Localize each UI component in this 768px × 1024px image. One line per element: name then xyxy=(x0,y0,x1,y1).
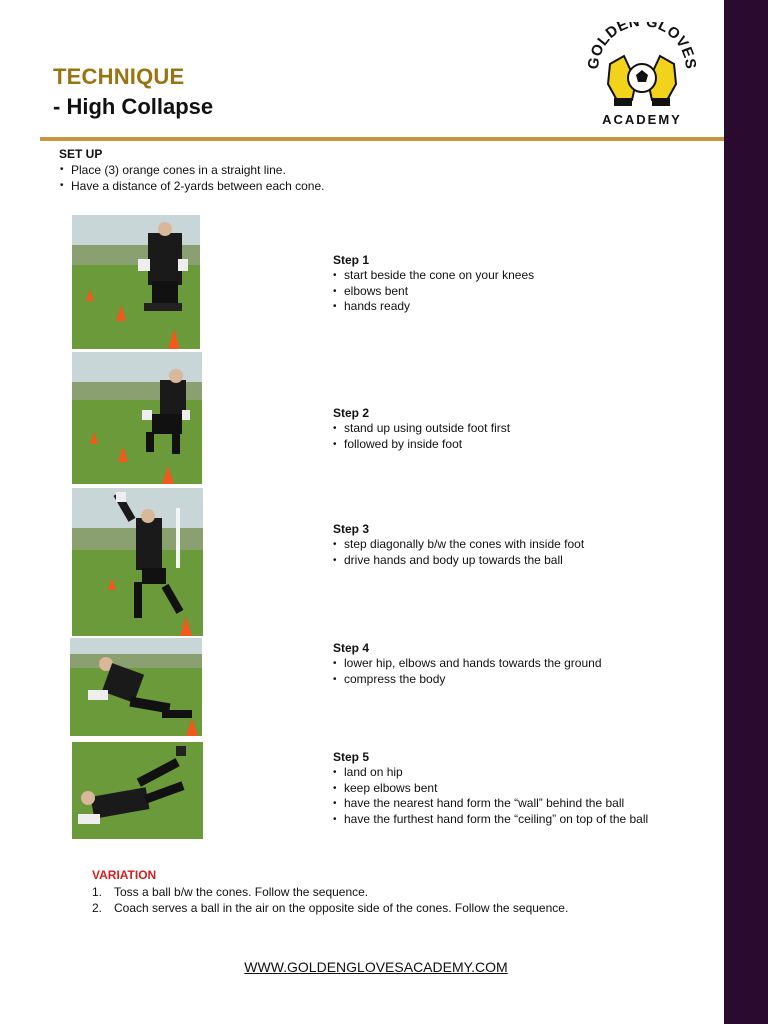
variation-text: Toss a ball b/w the cones. Follow the sequence. xyxy=(114,885,369,899)
variation-number: 1. xyxy=(92,885,103,899)
variation-list xyxy=(92,884,568,916)
step-item: • have the nearest hand form the “wall” behind the ball xyxy=(333,796,648,812)
step-3-photo xyxy=(72,488,203,636)
step-title: Step 5 xyxy=(333,750,370,764)
step-item: • step diagonally b/w the cones with inside foot xyxy=(333,537,584,553)
step-title: Step 1 xyxy=(333,253,370,267)
step-item: • drive hands and body up towards the ball xyxy=(333,553,584,569)
setup-list xyxy=(59,162,325,194)
variation-number: 2. xyxy=(92,901,103,915)
step-title: Step 3 xyxy=(333,522,370,536)
step-item: • compress the body xyxy=(333,672,602,688)
step-1-photo xyxy=(72,215,200,349)
page-subtitle: - High Collapse xyxy=(53,94,214,119)
step-4-photo xyxy=(70,638,202,736)
variation-item xyxy=(92,900,568,916)
website-link[interactable]: WWW.GOLDENGLOVESACADEMY.COM xyxy=(244,959,508,975)
step-4 xyxy=(333,640,602,687)
page-title: TECHNIQUE xyxy=(53,64,185,89)
setup-item: • Have a distance of 2-yards between each cone. xyxy=(59,178,325,194)
header-rule xyxy=(40,137,724,141)
step-item: • hands ready xyxy=(333,299,534,315)
step-title: Step 2 xyxy=(333,406,370,420)
step-1 xyxy=(333,252,534,315)
golden-gloves-academy-logo xyxy=(588,22,696,132)
step-title: Step 4 xyxy=(333,641,370,655)
step-item: • followed by inside foot xyxy=(333,437,510,453)
step-item: • keep elbows bent xyxy=(333,781,648,797)
step-item: • start beside the cone on your knees xyxy=(333,268,534,284)
setup-heading: SET UP xyxy=(59,147,103,161)
step-3 xyxy=(333,521,584,568)
svg-text:GOLDEN GLOVES: OLDEN GLOVE xyxy=(588,22,696,61)
step-2-photo xyxy=(72,352,202,484)
step-item: • stand up using outside foot first xyxy=(333,421,510,437)
step-5-photo xyxy=(72,742,203,839)
variation-text: Coach serves a ball in the air on the opposite side of the cones. Follow the sequence. xyxy=(114,901,569,915)
variation-heading: VARIATION xyxy=(92,868,157,882)
step-item: • lower hip, elbows and hands towards the ground xyxy=(333,656,602,672)
step-2 xyxy=(333,405,510,452)
page-side-bar xyxy=(724,0,768,1024)
step-item: • elbows bent xyxy=(333,284,534,300)
variation-item xyxy=(92,884,568,900)
step-5 xyxy=(333,749,648,827)
setup-item: • Place (3) orange cones in a straight line. xyxy=(59,162,325,178)
step-item: • have the furthest hand form the “ceiling” on top of the ball xyxy=(333,812,648,828)
step-item: • land on hip xyxy=(333,765,648,781)
svg-text:ACADEMY: ACADEMY xyxy=(602,112,682,127)
